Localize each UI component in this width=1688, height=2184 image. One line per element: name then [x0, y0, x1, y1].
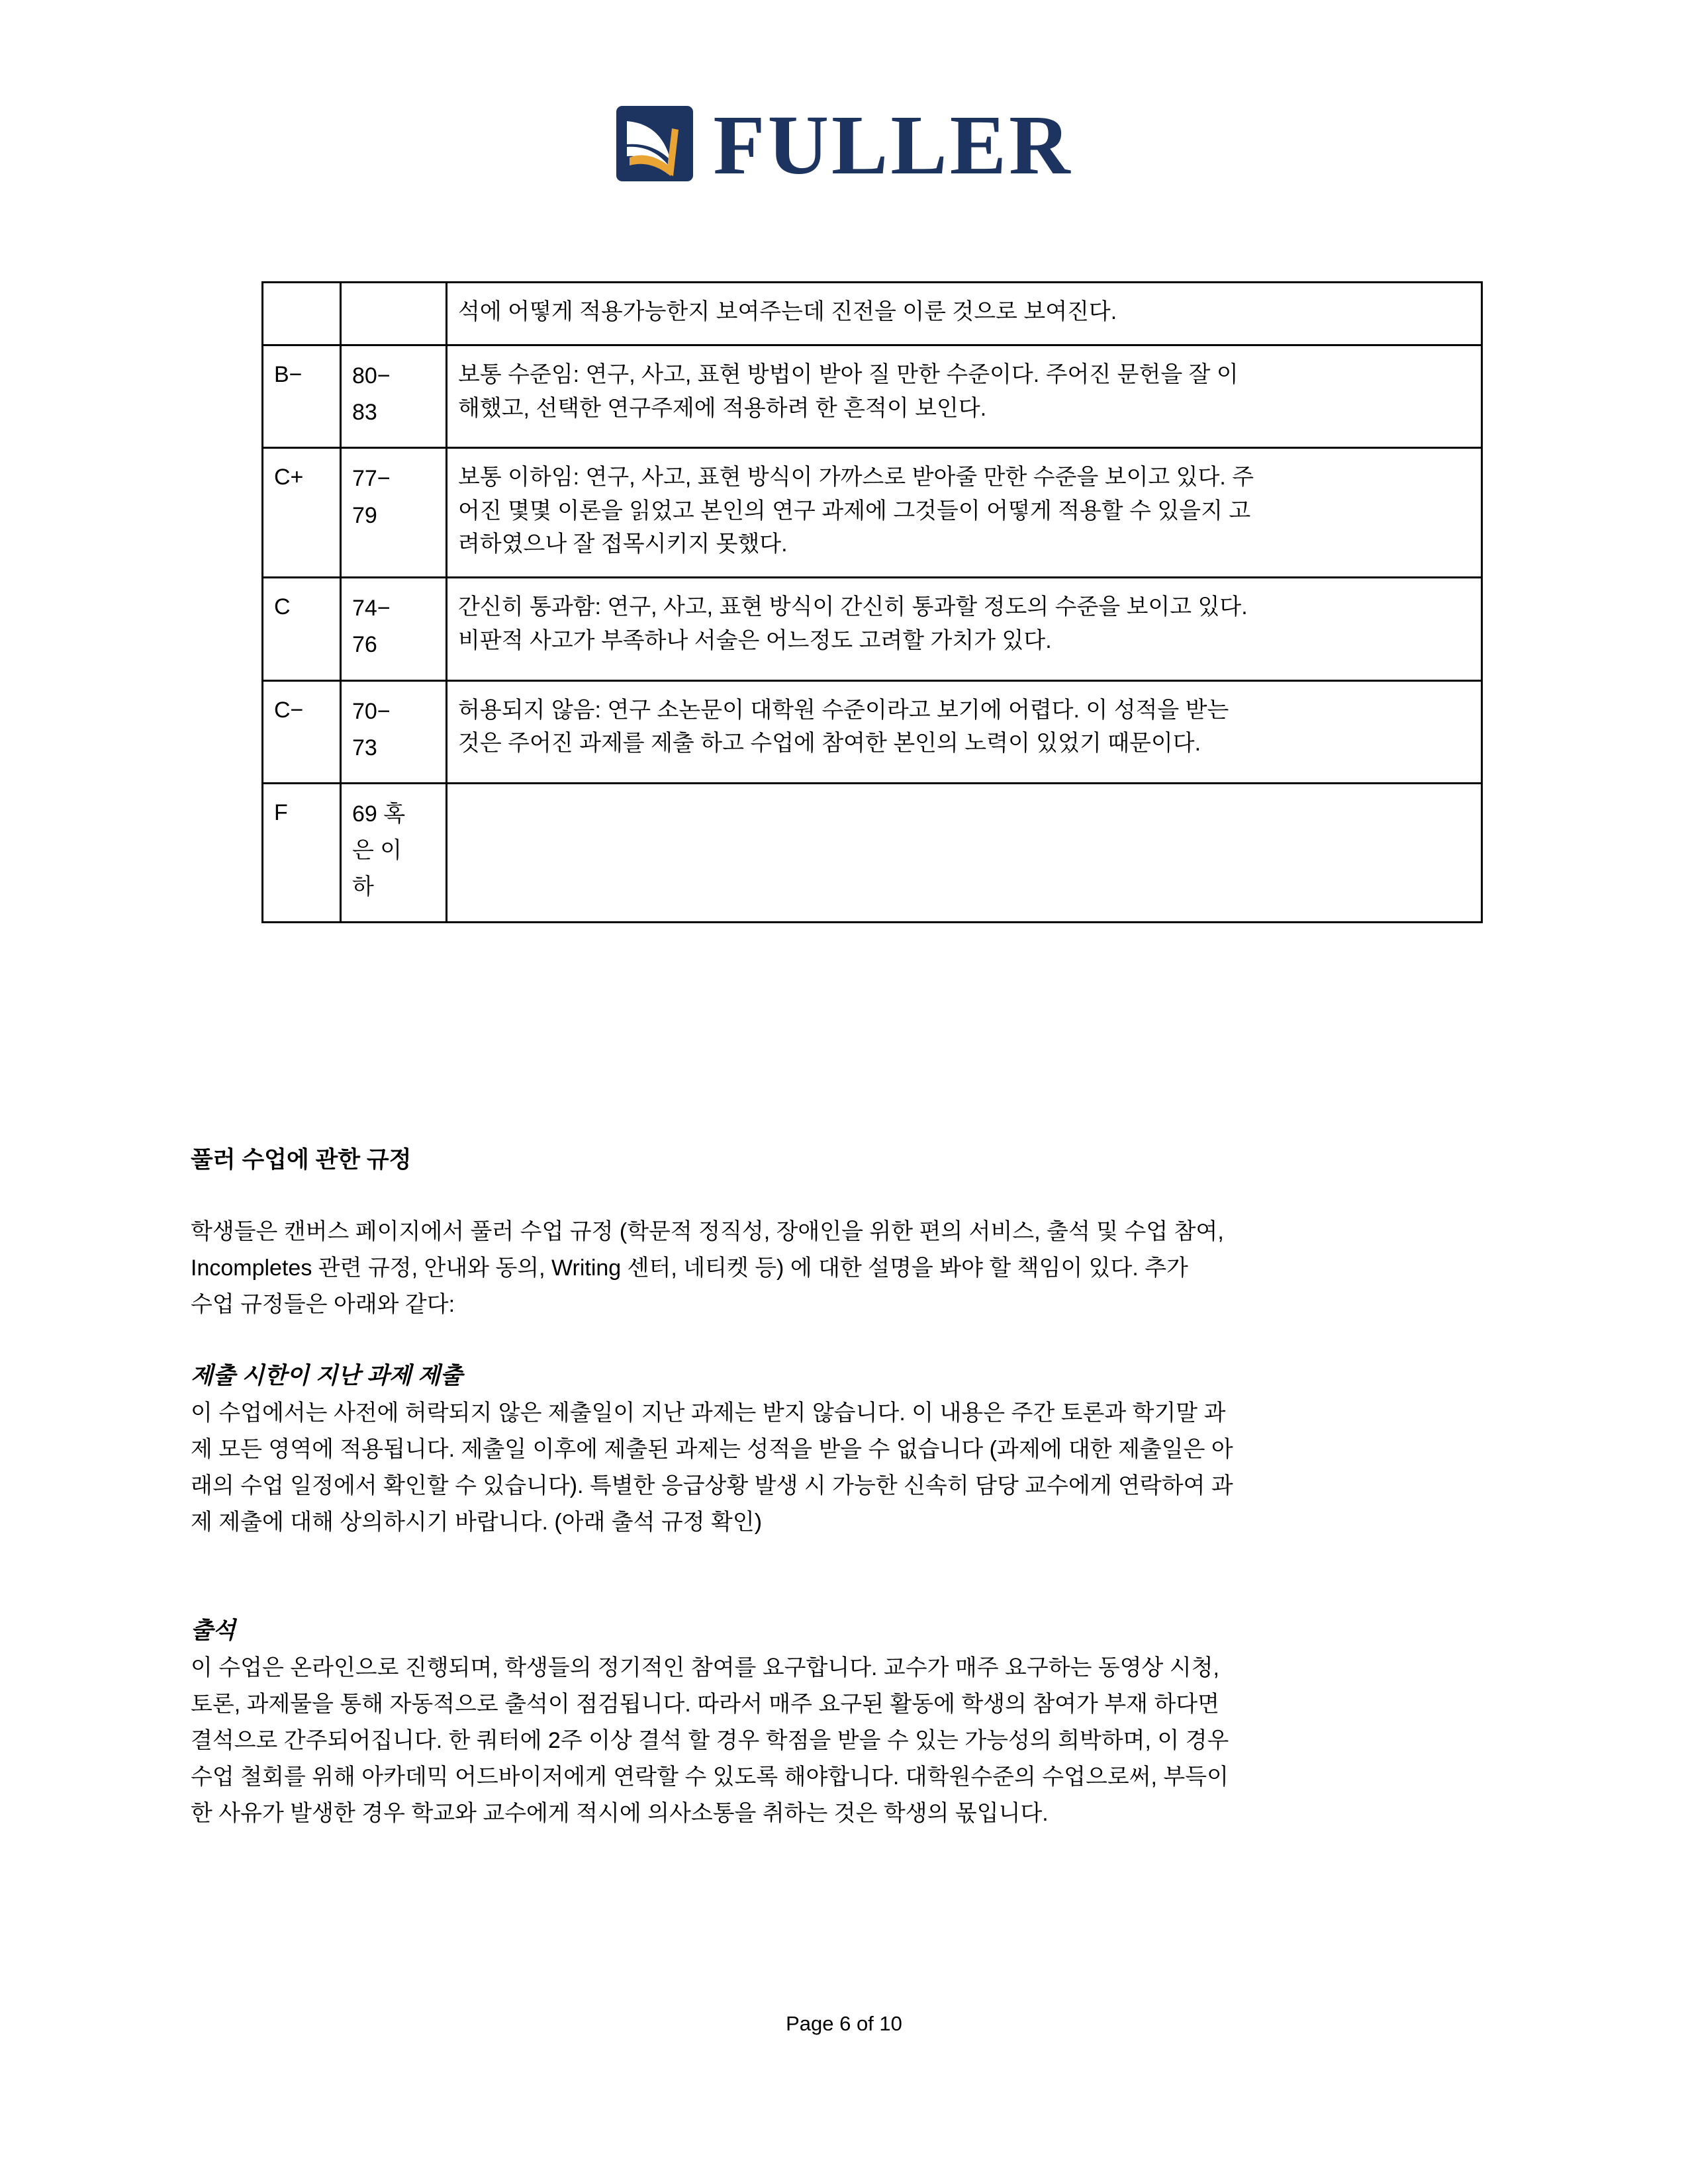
description-cell: [447, 283, 1482, 345]
paragraph-line: 학생들은 캔버스 페이지에서 풀러 수업 규정 (학문적 정직성, 장애인을 위한 편의 서비스, 출석 및 수업 참여,: [191, 1218, 1224, 1244]
description-line: 것은 주어진 과제를 제출 하고 수업에 참여한 본인의 노력이 있었기 때문이다.: [458, 730, 1201, 756]
grade-cell: C+: [263, 448, 341, 578]
page-footer: [0, 2012, 1688, 2036]
range-line: 70−: [352, 698, 391, 724]
paragraph-line: 수업 철회를 위해 아카데믹 어드바이저에게 연락할 수 있도록 해야합니다. 대학원수준의 수업으로써, 부득이: [191, 1764, 1229, 1790]
late-work-paragraph: [191, 1395, 1489, 1541]
description-line: 보통 이하임: 연구, 사고, 표현 방식이 가까스로 받아줄 만한 수준을 보이고 있다. 주: [458, 465, 1254, 490]
description-cell: [447, 783, 1482, 922]
paragraph-line: 이 수업은 온라인으로 진행되며, 학생들의 정기적인 참여를 요구합니다. 교수가 매주 요구하는 동영상 시청,: [191, 1655, 1219, 1680]
description-line: 석에 어떻게 적용가능한지 보여주는데 진전을 이룬 것으로 보여진다.: [458, 299, 1117, 324]
paragraph-line: 수업 규정들은 아래와 같다:: [191, 1291, 455, 1317]
table-row: [263, 345, 1482, 448]
table-row: [263, 283, 1482, 345]
section-spacer: [191, 1575, 1489, 1612]
range-line: 69 혹: [352, 801, 406, 827]
grading-scale-table: [261, 281, 1483, 923]
paragraph-line: 토론, 과제물을 통해 자동적으로 출석이 점검됩니다. 따라서 매주 요구된 활동에 학생의 참여가 부재 하다면: [191, 1691, 1219, 1717]
policies-intro-paragraph: [191, 1214, 1489, 1323]
page-header: [0, 0, 1688, 192]
range-cell: [341, 345, 447, 448]
grade-cell: F: [263, 783, 341, 922]
paragraph-line: 제 모든 영역에 적용됩니다. 제출일 이후에 제출된 과제는 성적을 받을 수 없습니다 (과제에 대한 제출일은 아: [191, 1436, 1233, 1462]
description-line: 비판적 사고가 부족하나 서술은 어느정도 고려할 가치가 있다.: [458, 627, 1052, 653]
late-work-heading: 제출 시한이 지난 과제 제출: [191, 1362, 463, 1388]
range-line: 하: [352, 874, 374, 899]
range-line: 77−: [352, 466, 391, 492]
paragraph-line: 제 제출에 대해 상의하시기 바랍니다. (아래 출석 규정 확인): [191, 1509, 763, 1535]
grade-cell: [263, 283, 341, 345]
paragraph-line: Incompletes 관련 규정, 안내와 동의, Writing 센터, 네티켓 등) 에 대한 설명을 봐야 할 책임이 있다. 추가: [191, 1255, 1188, 1281]
table-row: [263, 680, 1482, 783]
grade-cell: B−: [263, 345, 341, 448]
policies-heading: 풀러 수업에 관한 규정: [191, 1147, 412, 1173]
description-line: 해했고, 선택한 연구주제에 적용하려 한 흔적이 보인다.: [458, 395, 987, 421]
description-line: 허용되지 않음: 연구 소논문이 대학원 수준이라고 보기에 어렵다. 이 성적을 받는: [458, 697, 1229, 723]
range-cell: [341, 578, 447, 680]
attendance-heading: 출석: [191, 1617, 236, 1643]
description-line: 어진 몇몇 이론을 읽었고 본인의 연구 과제에 그것들이 어떻게 적용할 수 있을지 고: [458, 498, 1251, 523]
paragraph-line: 이 수업에서는 사전에 허락되지 않은 제출일이 지난 과제는 받지 않습니다. 이 내용은 주간 토론과 학기말 과: [191, 1400, 1226, 1426]
paragraph-line: 래의 수업 일정에서 확인할 수 있습니다). 특별한 응급상황 발생 시 가능한 신속히 담당 교수에게 연락하여 과: [191, 1473, 1233, 1498]
range-cell: [341, 783, 447, 922]
grade-cell: C: [263, 578, 341, 680]
range-cell: [341, 680, 447, 783]
range-line: 73: [352, 735, 377, 760]
table-row: [263, 783, 1482, 922]
description-line: 보통 수준임: 연구, 사고, 표현 방법이 받아 질 만한 수준이다. 주어진 문헌을 잘 이: [458, 362, 1239, 388]
description-cell: [447, 448, 1482, 578]
fuller-wordmark: FULLER: [713, 98, 1073, 192]
paragraph-line: 한 사유가 발생한 경우 학교와 교수에게 적시에 의사소통을 취하는 것은 학생의 몫입니다.: [191, 1800, 1049, 1826]
paragraph-line: 결석으로 간주되어집니다. 한 쿼터에 2주 이상 결석 할 경우 학점을 받을 수 있는 가능성의 희박하며, 이 경우: [191, 1727, 1229, 1753]
description-line: 려하였으나 잘 접목시키지 못했다.: [458, 531, 788, 557]
attendance-paragraph: [191, 1650, 1489, 1832]
table-row: [263, 578, 1482, 680]
range-line: 76: [352, 632, 377, 658]
range-line: 80−: [352, 363, 391, 389]
description-line: 간신히 통과함: 연구, 사고, 표현 방식이 간신히 통과할 정도의 수준을 보이고 있다.: [458, 594, 1248, 620]
grade-cell: C−: [263, 680, 341, 783]
description-cell: [447, 345, 1482, 448]
range-cell: [341, 448, 447, 578]
range-line: 83: [352, 400, 377, 426]
page-number-label: Page 6 of 10: [786, 2012, 902, 2035]
range-line: 은 이: [352, 837, 402, 863]
description-cell: [447, 578, 1482, 680]
fuller-logo: [615, 98, 1073, 192]
range-line: 79: [352, 502, 377, 528]
grading-scale-table-container: [261, 281, 1483, 923]
policies-section: [191, 1142, 1489, 1866]
table-row: [263, 448, 1482, 578]
range-line: 74−: [352, 596, 391, 621]
description-cell: [447, 680, 1482, 783]
range-cell: [341, 283, 447, 345]
fuller-book-logo-icon: [615, 105, 694, 186]
